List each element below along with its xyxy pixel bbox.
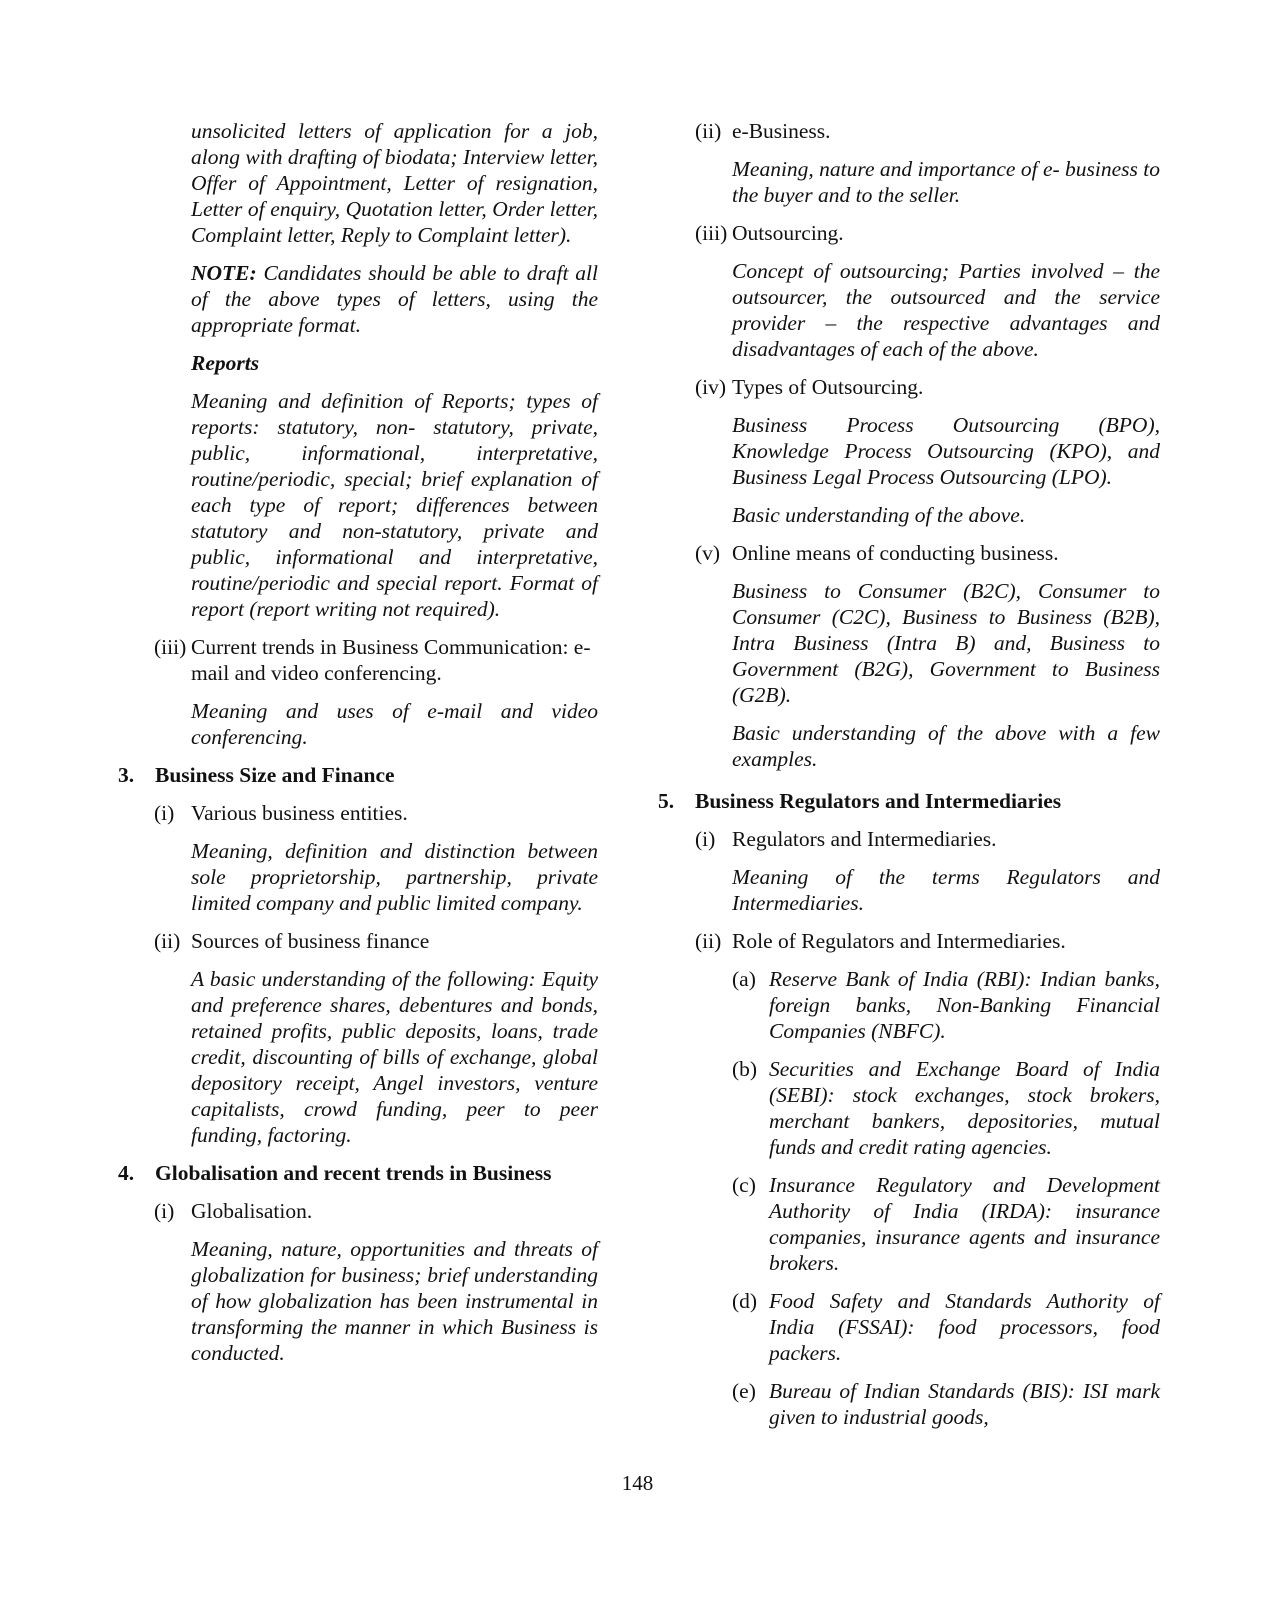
regulator-item-c [732,1172,1160,1276]
item-text: Food Safety and Standards Authority of India (FSSAI): food processors, food packers. [769,1289,1160,1365]
right-column [658,118,1160,1442]
outsourcing-text: Concept of outsourcing; Parties involved – the outsourcer, the outsourced and the service provider – the respective advantages and disadvantages of each of the above. [732,259,1160,361]
subitem-label: (iii) [154,635,187,659]
s5-subitem-i [695,826,1160,852]
section-title: Business Regulators and Intermediaries [695,789,1062,813]
note-paragraph [191,260,598,338]
subitem-label: (ii) [695,929,722,953]
page-number: 148 [621,1471,654,1495]
subitem-title: Globalisation. [191,1199,313,1223]
outsourcing-types-text: Business Process Outsourcing (BPO), Knowledge Process Outsourcing (KPO), and Business Legal Process Outsourcing (LPO). [732,413,1160,489]
subitem-title: e-Business. [732,119,831,143]
subitem-title: Current trends in Business Communication: e-mail and video conferencing. [191,635,591,685]
s3-subitem-i [154,800,598,826]
letters-continuation: unsolicited letters of application for a job, along with drafting of biodata; Interview letter, Offer of Appointment, Letter of resignation, Letter of enquiry, Quotation letter, Order letter, Complaint letter, Reply to Complaint letter). [191,119,598,247]
section-5-heading [658,788,1160,814]
s5-subitem-ii [695,928,1160,954]
section-number: 4. [118,1161,135,1185]
subitem-label: (iii) [695,221,728,245]
section-number: 3. [118,763,135,787]
item-label: (e) [732,1379,756,1403]
subitem-title: Various business entities. [191,801,408,825]
item-label: (c) [732,1173,756,1197]
regulator-item-a [732,966,1160,1044]
item-text: Insurance Regulatory and Development Authority of India (IRDA): insurance companies, insurance agents and insurance brokers. [769,1173,1160,1275]
right-subitem-iv [695,374,1160,400]
subitem-label: (i) [695,827,716,851]
regulator-item-e [732,1378,1160,1430]
subitem-label: (iv) [695,375,727,399]
subitem-label: (ii) [154,929,181,953]
subitem-title: Types of Outsourcing. [732,375,924,399]
section-title: Business Size and Finance [155,763,395,787]
globalisation-text: Meaning, nature, opportunities and threats of globalization for business; brief understanding of how globalization has been instrumental in transforming the manner in which Business is conducted. [191,1237,598,1365]
subitem-label: (v) [695,541,721,565]
note-label: NOTE: [191,261,257,285]
subitem-title: Outsourcing. [732,221,844,245]
item-label: (a) [732,967,756,991]
subitem-title: Regulators and Intermediaries. [732,827,997,851]
right-subitem-iii [695,220,1160,246]
item-text: Securities and Exchange Board of India (SEBI): stock exchanges, stock brokers, merchant bankers, depositories, mutual funds and credit rating agencies. [769,1057,1160,1159]
item-label: (d) [732,1289,758,1313]
business-finance-text: A basic understanding of the following: Equity and preference shares, debentures and bonds, retained profits, public deposits, loans, trade credit, discounting of bills of exchange, global depository receipt, Angel investors, venture capitalists, crowd funding, peer to peer funding, factoring. [191,967,598,1147]
section-number: 5. [658,789,675,813]
left-column [118,118,598,1378]
ebusiness-text: Meaning, nature and importance of e- business to the buyer and to the seller. [732,157,1160,207]
communication-trends-text: Meaning and uses of e-mail and video conferencing. [191,699,598,749]
online-business-text: Business to Consumer (B2C), Consumer to Consumer (C2C), Business to Business (B2B), Intra Business (Intra B) and, Business to Government (B2G), Government to Business (G2B). [732,579,1160,707]
section-4-heading [118,1160,598,1186]
regulator-item-d [732,1288,1160,1366]
regulators-text: Meaning of the terms Regulators and Intermediaries. [732,865,1160,915]
s3-subitem-ii [154,928,598,954]
subitem-label: (i) [154,801,175,825]
item-text: Reserve Bank of India (RBI): Indian banks, foreign banks, Non-Banking Financial Companies (NBFC). [769,967,1160,1043]
subitem-title: Sources of business finance [191,929,430,953]
subitem-title: Online means of conducting business. [732,541,1059,565]
reports-text: Meaning and definition of Reports; types of reports: statutory, non- statutory, private, public, informational, interpretative, routine/periodic, special; brief explanation of each type of report; differences between statutory and non-statutory, private and public, informational and interpretative, routine/periodic and special report. Format of report (report writing not required). [191,389,598,621]
right-subitem-v [695,540,1160,566]
regulator-item-b [732,1056,1160,1160]
reports-heading: Reports [191,351,260,375]
note-text: Candidates should be able to draft all of the above types of letters, using the appropriate format. [191,261,598,337]
right-subitem-ii [695,118,1160,144]
left-subitem-iii [154,634,598,686]
section-3-heading [118,762,598,788]
business-entities-text: Meaning, definition and distinction between sole proprietorship, partnership, private limited company and public limited company. [191,839,598,915]
subitem-label: (i) [154,1199,175,1223]
section-title: Globalisation and recent trends in Business [155,1161,552,1185]
subitem-label: (ii) [695,119,722,143]
item-text: Bureau of Indian Standards (BIS): ISI mark given to industrial goods, [769,1379,1160,1429]
subitem-title: Role of Regulators and Intermediaries. [732,929,1066,953]
item-label: (b) [732,1057,758,1081]
online-business-note: Basic understanding of the above with a few examples. [732,721,1160,771]
s4-subitem-i [154,1198,598,1224]
outsourcing-types-note: Basic understanding of the above. [732,503,1026,527]
